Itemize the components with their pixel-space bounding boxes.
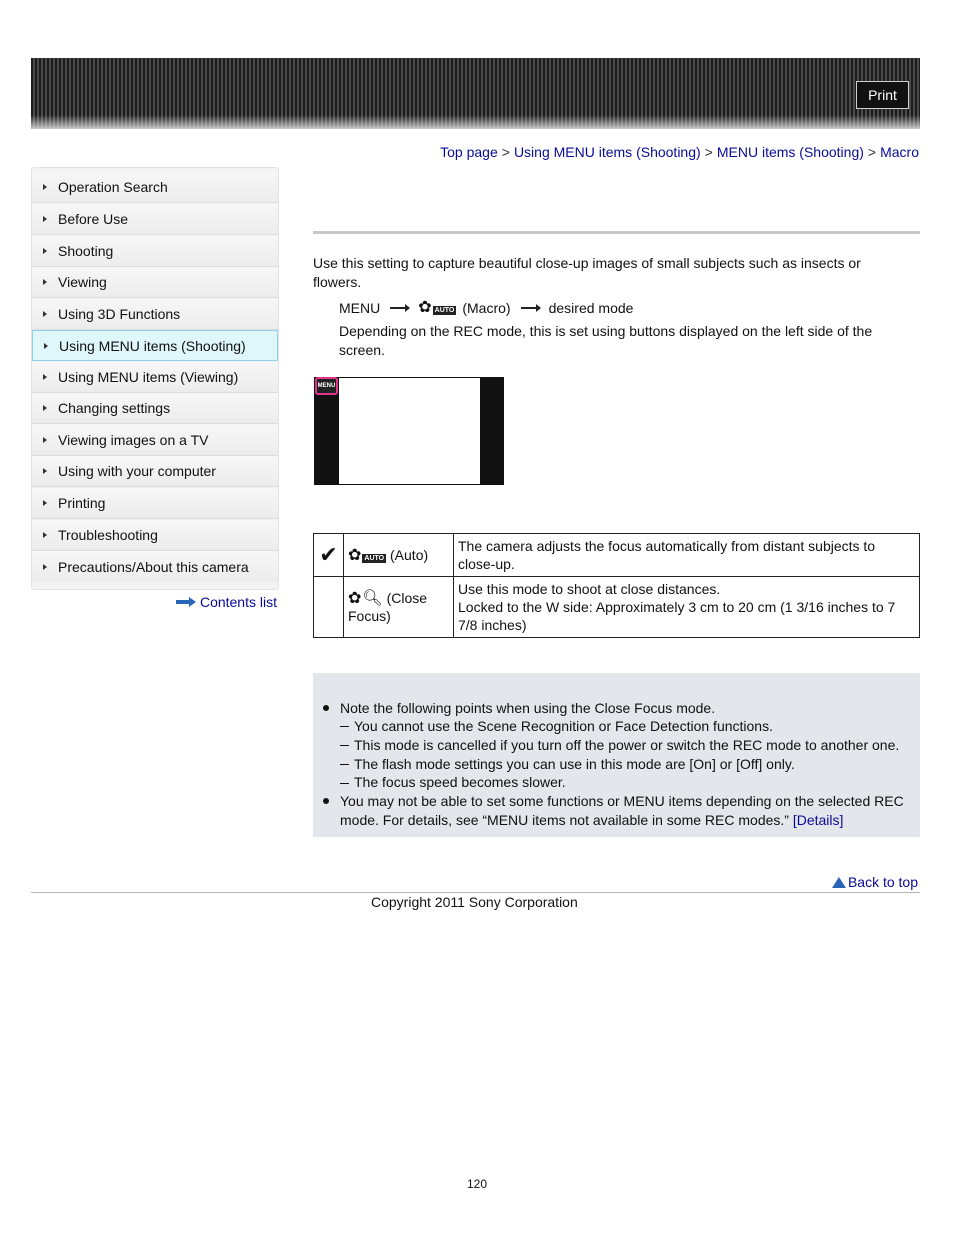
sidebar-item-printing[interactable]: [32, 488, 278, 519]
sidebar-item-menu-viewing[interactable]: [32, 362, 278, 393]
sidebar-item-shooting[interactable]: [32, 236, 278, 267]
breadcrumb-separator: >: [704, 144, 713, 160]
dash-icon: [340, 745, 349, 746]
menu-label: MENU: [339, 300, 381, 316]
breadcrumb-menu-items-shooting[interactable]: MENU items (Shooting): [716, 144, 864, 160]
description-line: 7/8 inches): [458, 617, 527, 633]
note-text: mode. For details, see “MENU items not available in some REC modes.”: [340, 812, 793, 828]
macro-auto-icon: ✿ AUTO: [418, 299, 455, 316]
intro-line-1: Use this setting to capture beautiful close-up images of small subjects such as insects or: [313, 255, 861, 271]
sidebar-item-label: Operation Search: [58, 179, 168, 195]
mode-table: [313, 533, 920, 638]
sidebar-item-3d-functions[interactable]: [32, 299, 278, 330]
breadcrumb: [440, 144, 919, 160]
sidebar-item-before-use[interactable]: [32, 204, 278, 235]
description-cell: [454, 577, 920, 638]
macro-auto-icon: ✿ AUTO: [348, 547, 385, 564]
sidebar-item-label: Troubleshooting: [58, 527, 158, 543]
sidebar-item-label: Viewing: [58, 274, 107, 290]
macro-label: (Macro): [462, 300, 511, 316]
mode-cell: [344, 534, 454, 577]
sidebar-item-label: Using 3D Functions: [58, 306, 181, 322]
description-line: Locked to the W side: Approximately 3 cm to 20 cm (1 3/16 inches to 7: [458, 599, 896, 615]
sidebar-item-label: Using with your computer: [58, 463, 216, 479]
sidebar-nav: [31, 167, 279, 590]
table-row: [314, 534, 920, 577]
arrow-right-icon: [43, 216, 47, 222]
screen-display-area: [339, 378, 480, 484]
sidebar-item-label: Using MENU items (Shooting): [59, 337, 246, 354]
arrow-right-icon: [390, 307, 408, 309]
menu-path: [339, 300, 633, 316]
footer-divider: [31, 892, 920, 893]
breadcrumb-separator: >: [867, 144, 877, 160]
contents-list-link[interactable]: [176, 594, 277, 610]
sidebar-item-changing-settings[interactable]: [32, 393, 278, 424]
contents-list-label[interactable]: Contents list: [199, 594, 277, 610]
table-row: [314, 577, 920, 638]
breadcrumb-macro[interactable]: Macro: [880, 144, 919, 160]
title-divider: [313, 231, 920, 234]
sidebar-item-label: Printing: [58, 495, 106, 511]
arrow-right-icon: [43, 374, 47, 380]
sidebar-item-label: Shooting: [58, 243, 114, 259]
details-link[interactable]: [Details]: [792, 812, 844, 828]
description-line: The camera adjusts the focus automatically from distant subjects to: [458, 538, 876, 554]
back-to-top-link[interactable]: [832, 874, 918, 890]
sidebar-item-operation-search[interactable]: [32, 172, 278, 203]
sidebar-item-label: Precautions/About this camera: [58, 558, 249, 575]
note-bullet-2-line-2: [340, 811, 843, 830]
arrow-right-icon: [44, 343, 48, 349]
mode-label-line-1: (Close: [386, 590, 428, 606]
sidebar-item-computer[interactable]: [32, 456, 278, 487]
dash-icon: [340, 783, 349, 784]
sidebar-item-menu-shooting[interactable]: [32, 330, 278, 361]
sidebar-item-precautions[interactable]: [32, 551, 278, 582]
arrow-right-icon: [43, 279, 47, 285]
sidebar-item-viewing-tv[interactable]: [32, 425, 278, 456]
description-line: Use this mode to shoot at close distances.: [458, 581, 721, 597]
default-check-cell: [314, 534, 344, 577]
dash-icon: [340, 764, 349, 765]
camera-screen-illustration: [314, 377, 504, 485]
arrow-right-icon: [43, 437, 47, 443]
page-header: [31, 58, 920, 129]
page-number: 120: [466, 1177, 488, 1191]
arrow-right-icon: [43, 468, 47, 474]
arrow-right-icon: [43, 311, 47, 317]
copyright: Copyright 2011 Sony Corporation: [371, 894, 578, 910]
bullet-icon: [323, 798, 329, 804]
arrow-right-icon: [176, 598, 196, 606]
sidebar-item-label: Changing settings: [58, 400, 171, 416]
note-dash-2: This mode is cancelled if you turn off the power or switch the REC mode to another one.: [354, 737, 900, 753]
dash-icon: [340, 726, 349, 727]
note-bullet-2-line-1: You may not be able to set some functions or MENU items depending on the selected REC: [340, 793, 904, 809]
back-to-top-label[interactable]: Back to top: [847, 874, 918, 890]
depending-line-2: screen.: [339, 342, 385, 358]
arrow-right-icon: [521, 307, 539, 309]
description-cell: [454, 534, 920, 577]
close-focus-icon: ✿ 🔍︎: [348, 590, 383, 607]
sidebar-item-label: Before Use: [58, 211, 129, 227]
sidebar-item-troubleshooting[interactable]: [32, 520, 278, 551]
description-line: close-up.: [458, 556, 515, 572]
triangle-up-icon: [832, 877, 846, 888]
sidebar-item-viewing[interactable]: [32, 267, 278, 298]
breadcrumb-top-page[interactable]: Top page: [440, 144, 498, 160]
breadcrumb-using-menu-shooting[interactable]: Using MENU items (Shooting): [513, 144, 701, 160]
print-button[interactable]: Print: [856, 81, 909, 109]
sidebar-item-label: Viewing images on a TV: [58, 432, 209, 448]
note-dash-3: The flash mode settings you can use in this mode are [On] or [Off] only.: [354, 756, 795, 772]
screen-menu-button: MENU: [315, 377, 338, 395]
arrow-right-icon: [43, 564, 47, 570]
arrow-right-icon: [43, 184, 47, 190]
intro-line-2: flowers.: [313, 274, 362, 290]
arrow-right-icon: [43, 532, 47, 538]
note-dash-1: You cannot use the Scene Recognition or Face Detection functions.: [354, 718, 773, 734]
desired-mode-label: desired mode: [548, 300, 634, 316]
sidebar-item-label: Using MENU items (Viewing): [58, 369, 239, 385]
mode-cell: [344, 577, 454, 638]
arrow-right-icon: [43, 500, 47, 506]
bullet-icon: [323, 705, 329, 711]
mode-label-line-2: Focus): [348, 608, 391, 624]
arrow-right-icon: [43, 405, 47, 411]
depending-line-1: Depending on the REC mode, this is set using buttons displayed on the left side of the: [339, 323, 873, 339]
mode-label: (Auto): [390, 547, 429, 563]
notes-box: [313, 673, 920, 837]
note-dash-4: The focus speed becomes slower.: [354, 774, 566, 790]
empty-check-cell: [314, 577, 344, 638]
breadcrumb-separator: >: [501, 144, 510, 160]
arrow-right-icon: [43, 248, 47, 254]
note-bullet-1: Note the following points when using the Close Focus mode.: [340, 700, 716, 716]
checkmark-icon: ✔: [319, 542, 338, 567]
